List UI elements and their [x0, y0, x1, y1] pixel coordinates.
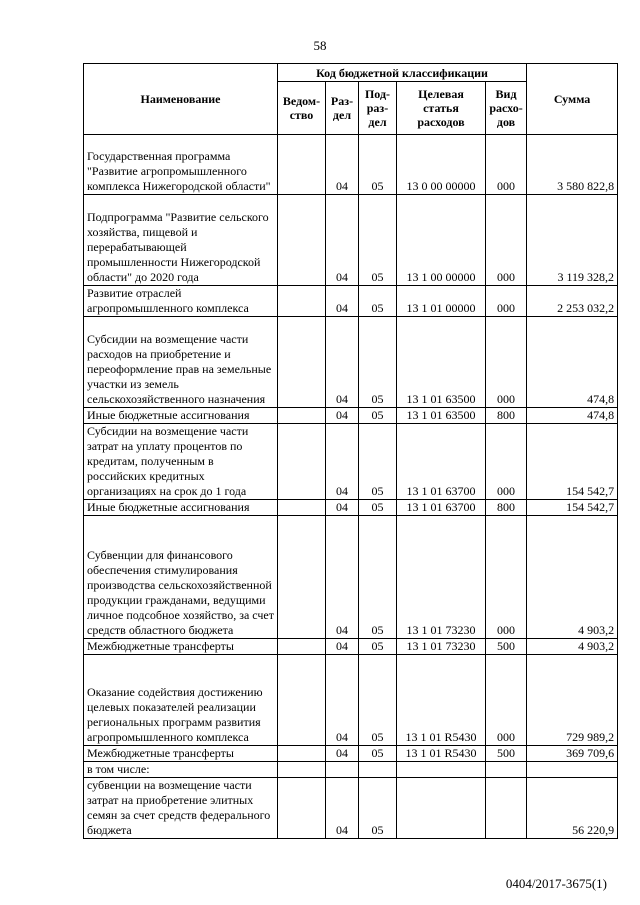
row-vedomstvo: [278, 639, 326, 655]
row-summa: 474,8: [527, 317, 618, 408]
header-podrazdel: Под-раз-дел: [359, 82, 397, 135]
row-vedomstvo: [278, 408, 326, 424]
table-row: [84, 286, 618, 317]
row-vid-rashodov: 000: [486, 195, 527, 286]
row-podrazdel: [359, 762, 397, 778]
row-vedomstvo: [278, 317, 326, 408]
row-summa: 3 119 328,2: [527, 195, 618, 286]
row-razdel: 04: [326, 516, 359, 639]
row-razdel: 04: [326, 500, 359, 516]
row-vid-rashodov: [486, 778, 527, 839]
row-name: Развитие отраслей агропромышленного комплекса: [84, 286, 278, 317]
row-name: Субсидии на возмещение части расходов на приобретение и переоформление прав на земельные участки из земель сельскохозяйственного назначения: [84, 317, 278, 408]
row-summa: 3 580 822,8: [527, 135, 618, 195]
row-razdel: 04: [326, 286, 359, 317]
row-celevaya-statya: 13 1 01 73230: [397, 639, 486, 655]
row-podrazdel: 05: [359, 408, 397, 424]
row-summa: 56 220,9: [527, 778, 618, 839]
row-razdel: 04: [326, 317, 359, 408]
page-number: 58: [313, 38, 327, 53]
row-razdel: 04: [326, 655, 359, 746]
row-celevaya-statya: 13 0 00 00000: [397, 135, 486, 195]
row-celevaya-statya: 13 1 01 63500: [397, 317, 486, 408]
row-summa: 4 903,2: [527, 639, 618, 655]
row-celevaya-statya: 13 1 00 00000: [397, 195, 486, 286]
row-summa: 154 542,7: [527, 424, 618, 500]
row-summa: 369 709,6: [527, 746, 618, 762]
row-summa: 474,8: [527, 408, 618, 424]
row-name: Подпрограмма "Развитие сельского хозяйства, пищевой и перерабатывающей промышленности Нижегородской области" до 2020 года: [84, 195, 278, 286]
row-podrazdel: 05: [359, 500, 397, 516]
row-celevaya-statya: 13 1 01 00000: [397, 286, 486, 317]
table-row: [84, 408, 618, 424]
row-podrazdel: 05: [359, 424, 397, 500]
row-vid-rashodov: 000: [486, 317, 527, 408]
row-name: Субсидии на возмещение части затрат на уплату процентов по кредитам, полученным в российских кредитных организациях на срок до 1 года: [84, 424, 278, 500]
row-vedomstvo: [278, 516, 326, 639]
row-name: Государственная программа "Развитие агропромышленного комплекса Нижегородской области": [84, 135, 278, 195]
row-summa: 2 253 032,2: [527, 286, 618, 317]
row-summa: 4 903,2: [527, 516, 618, 639]
row-name: Межбюджетные трансферты: [84, 746, 278, 762]
budget-table: [83, 63, 618, 839]
table-row: [84, 639, 618, 655]
header-razdel: Раз-дел: [326, 82, 359, 135]
row-celevaya-statya: [397, 778, 486, 839]
row-vedomstvo: [278, 762, 326, 778]
row-celevaya-statya: 13 1 01 63700: [397, 500, 486, 516]
row-vedomstvo: [278, 778, 326, 839]
row-celevaya-statya: 13 1 01 R5430: [397, 746, 486, 762]
row-razdel: 04: [326, 408, 359, 424]
row-vid-rashodov: [486, 762, 527, 778]
header-name: Наименование: [84, 64, 278, 135]
row-razdel: 04: [326, 135, 359, 195]
row-summa: 729 989,2: [527, 655, 618, 746]
row-podrazdel: 05: [359, 286, 397, 317]
table-row: [84, 516, 618, 639]
row-vedomstvo: [278, 286, 326, 317]
row-vid-rashodov: 000: [486, 516, 527, 639]
row-name: субвенции на возмещение части затрат на приобретение элитных семян за счет средств федерального бюджета: [84, 778, 278, 839]
row-vedomstvo: [278, 655, 326, 746]
row-vedomstvo: [278, 500, 326, 516]
row-razdel: 04: [326, 639, 359, 655]
row-vid-rashodov: 000: [486, 655, 527, 746]
header-kbk: Код бюджетной классификации: [278, 64, 527, 82]
budget-body: [84, 135, 618, 839]
header-vedomstvo: Ведом-ство: [278, 82, 326, 135]
row-celevaya-statya: 13 1 01 63700: [397, 424, 486, 500]
row-podrazdel: 05: [359, 655, 397, 746]
row-razdel: 04: [326, 195, 359, 286]
row-podrazdel: 05: [359, 317, 397, 408]
row-name: в том числе:: [84, 762, 278, 778]
row-vid-rashodov: 500: [486, 746, 527, 762]
table-row: [84, 424, 618, 500]
row-vid-rashodov: 800: [486, 408, 527, 424]
row-celevaya-statya: [397, 762, 486, 778]
row-vid-rashodov: 000: [486, 135, 527, 195]
row-celevaya-statya: 13 1 01 R5430: [397, 655, 486, 746]
row-podrazdel: 05: [359, 639, 397, 655]
header-celevaya: Целевая статья расходов: [397, 82, 486, 135]
row-vedomstvo: [278, 135, 326, 195]
header-vid: Вид расхо-дов: [486, 82, 527, 135]
row-name: Иные бюджетные ассигнования: [84, 500, 278, 516]
table-row: [84, 655, 618, 746]
row-razdel: 04: [326, 746, 359, 762]
row-vid-rashodov: 000: [486, 286, 527, 317]
row-name: Иные бюджетные ассигнования: [84, 408, 278, 424]
row-razdel: 04: [326, 778, 359, 839]
row-summa: 154 542,7: [527, 500, 618, 516]
row-vedomstvo: [278, 195, 326, 286]
table-row: [84, 746, 618, 762]
row-vid-rashodov: 500: [486, 639, 527, 655]
row-celevaya-statya: 13 1 01 73230: [397, 516, 486, 639]
table-row: [84, 500, 618, 516]
row-vid-rashodov: 800: [486, 500, 527, 516]
row-razdel: [326, 762, 359, 778]
table-row: [84, 317, 618, 408]
row-podrazdel: 05: [359, 778, 397, 839]
row-vedomstvo: [278, 424, 326, 500]
row-podrazdel: 05: [359, 195, 397, 286]
table-row: [84, 762, 618, 778]
table-row: [84, 778, 618, 839]
row-summa: [527, 762, 618, 778]
row-podrazdel: 05: [359, 746, 397, 762]
table-row: [84, 195, 618, 286]
row-podrazdel: 05: [359, 516, 397, 639]
row-razdel: 04: [326, 424, 359, 500]
row-name: Межбюджетные трансферты: [84, 639, 278, 655]
row-podrazdel: 05: [359, 135, 397, 195]
table-row: [84, 135, 618, 195]
row-vid-rashodov: 000: [486, 424, 527, 500]
row-celevaya-statya: 13 1 01 63500: [397, 408, 486, 424]
row-name: Оказание содействия достижению целевых показателей реализации региональных программ развития агропромышленного комплекса: [84, 655, 278, 746]
row-name: Субвенции для финансового обеспечения стимулирования производства сельскохозяйственной продукции гражданами, ведущими личное подсобное хозяйство, за счет средств областного бюджета: [84, 516, 278, 639]
document-code: 0404/2017-3675(1): [505, 876, 607, 891]
row-vedomstvo: [278, 746, 326, 762]
header-summa: Сумма: [527, 64, 618, 135]
